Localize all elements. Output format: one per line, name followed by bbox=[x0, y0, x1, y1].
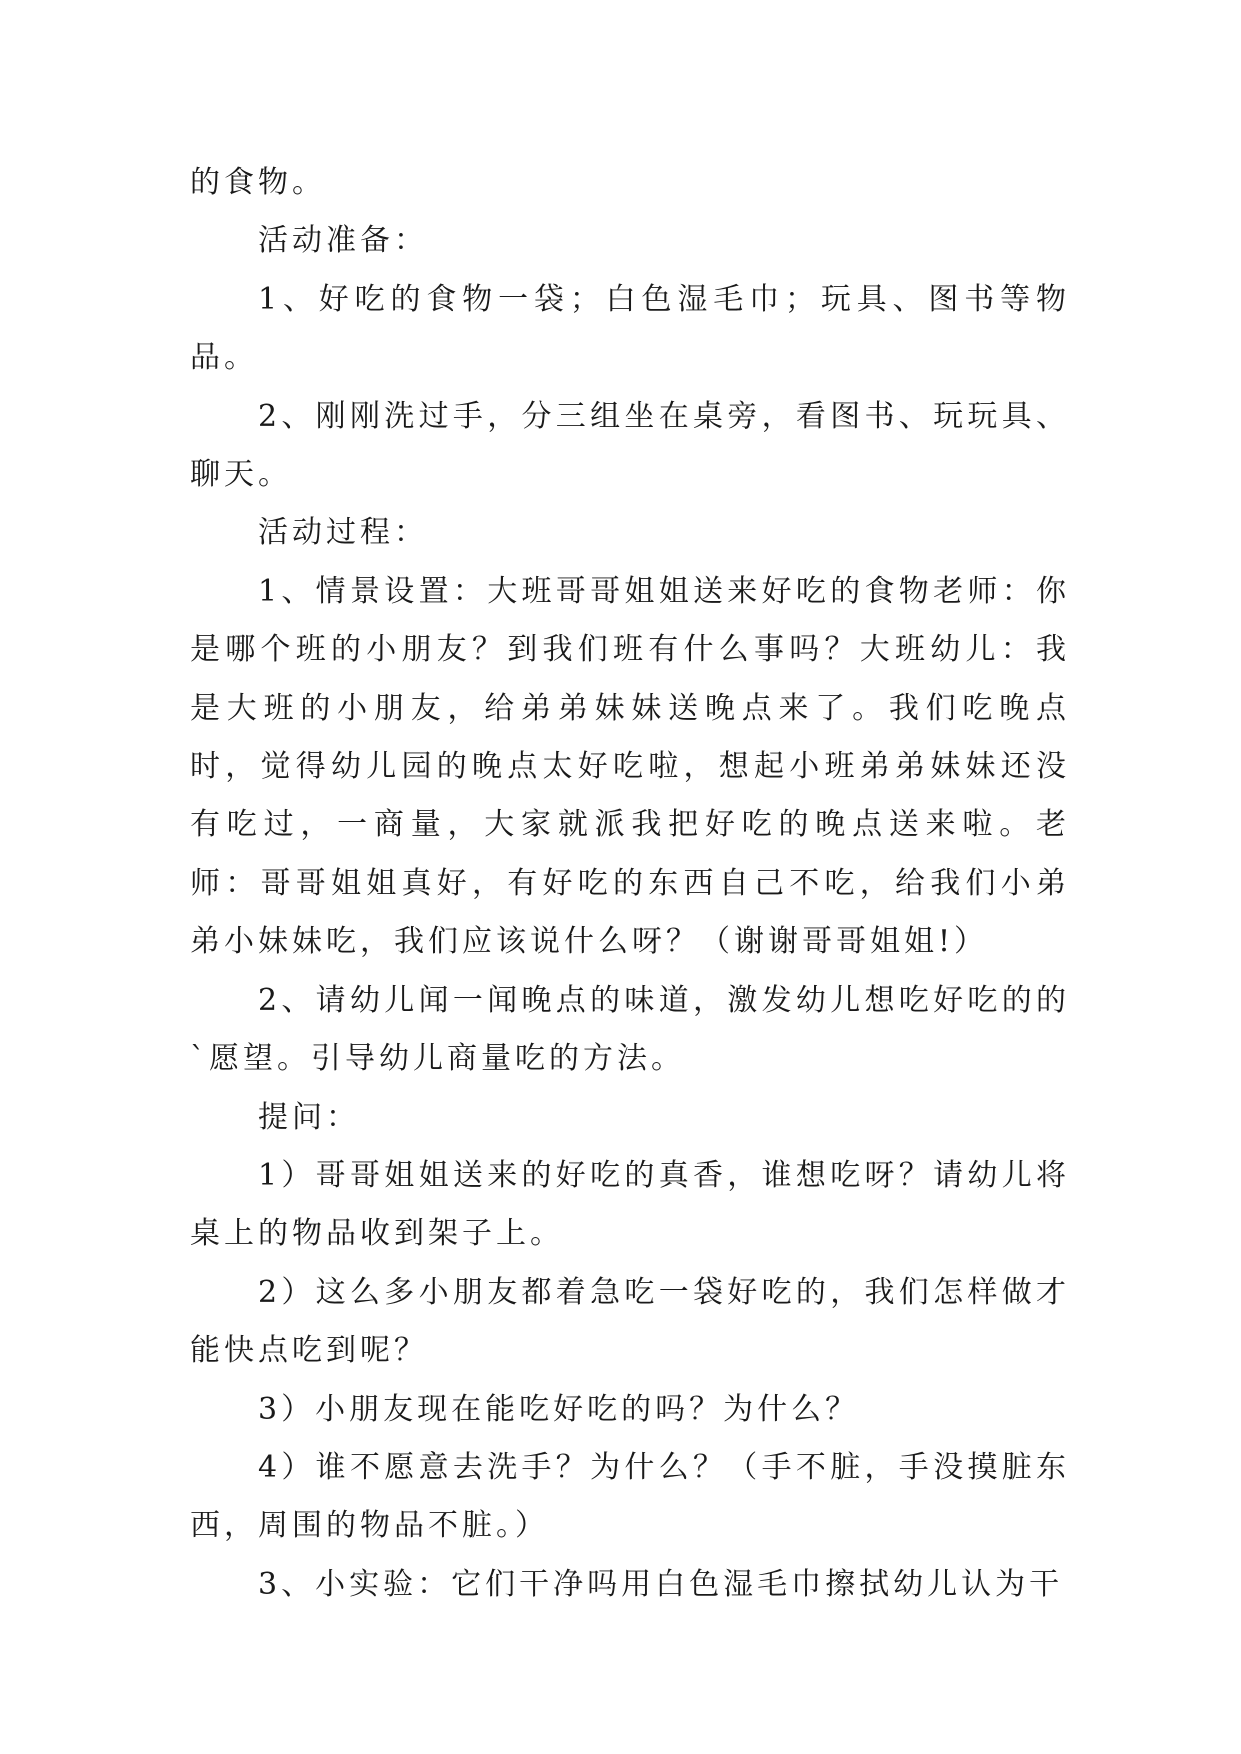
paragraph: 提问： bbox=[258, 1099, 360, 1135]
paragraph: 1、好吃的食物一袋；白色湿毛巾；玩具、图书等物品。 bbox=[190, 281, 1070, 376]
paragraph: 3）小朋友现在能吃好吃的吗？为什么？ bbox=[258, 1391, 860, 1427]
paragraph: 的食物。 bbox=[190, 165, 326, 200]
paragraph: 活动准备： bbox=[258, 223, 428, 259]
paragraph: 2、请幼儿闻一闻晚点的味道，激发幼儿想吃好吃的的`愿望。引导幼儿商量吃的方法。 bbox=[190, 982, 1070, 1077]
paragraph: 2）这么多小朋友都着急吃一袋好吃的，我们怎样做才能快点吃到呢？ bbox=[190, 1274, 1070, 1369]
paragraph: 1、情景设置：大班哥哥姐姐送来好吃的食物老师：你是哪个班的小朋友？到我们班有什么事吗？大班幼儿：我是大班的小朋友，给弟弟妹妹送晚点来了。我们吃晚点时，觉得幼儿园的晚点太好吃啦，想起小班弟弟妹妹还没有吃过，一商量，大家就派我把好吃的晚点送来啦。老师：哥哥姐姐真好，有好吃的东西自己不吃，给我们小弟弟小妹妹吃，我们应该说什么呀？（谢谢哥哥姐姐!） bbox=[190, 573, 1070, 960]
paragraph: 4）谁不愿意去洗手？为什么？（手不脏，手没摸脏东西，周围的物品不脏。） bbox=[190, 1449, 1070, 1544]
paragraph: 3、小实验：它们干净吗用白色湿毛巾擦拭幼儿认为干 bbox=[258, 1566, 1064, 1602]
paragraph: 活动过程： bbox=[258, 515, 428, 551]
paragraph: 2、刚刚洗过手，分三组坐在桌旁，看图书、玩玩具、聊天。 bbox=[190, 398, 1070, 493]
document-body bbox=[190, 154, 1070, 1614]
paragraph: 1）哥哥姐姐送来的好吃的真香，谁想吃呀？请幼儿将桌上的物品收到架子上。 bbox=[190, 1157, 1070, 1252]
